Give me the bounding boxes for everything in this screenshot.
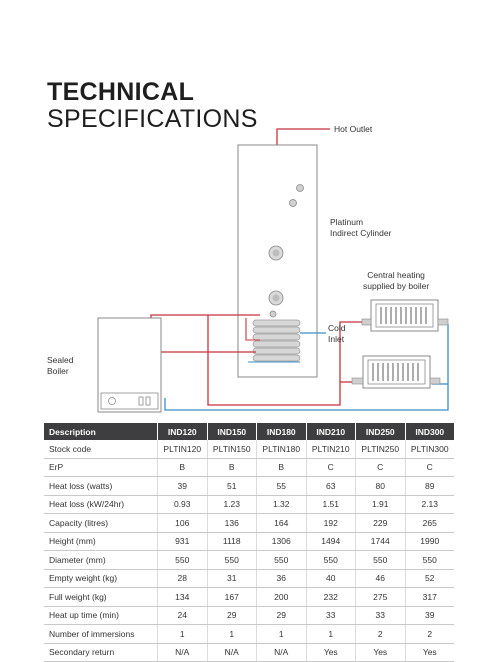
table-row <box>44 514 454 533</box>
table-cell: Yes <box>405 643 454 662</box>
table-row <box>44 458 454 477</box>
central-heating-label <box>363 270 429 291</box>
table-cell: C <box>356 458 406 477</box>
table-cell: 24 <box>158 606 208 625</box>
table-cell: B <box>207 458 257 477</box>
table-cell: Yes <box>356 643 406 662</box>
cylinder-label-line1: Platinum <box>330 217 364 227</box>
fitting-1 <box>297 185 304 192</box>
table-cell: 89 <box>405 477 454 496</box>
table-cell: 1.91 <box>356 495 406 514</box>
table-cell: 46 <box>356 569 406 588</box>
table-cell: 31 <box>207 569 257 588</box>
table-cell: B <box>158 458 208 477</box>
table-cell: PLTIN300 <box>405 440 454 458</box>
table-cell: N/A <box>207 643 257 662</box>
table-cell: 229 <box>356 514 406 533</box>
table-cell: 39 <box>405 606 454 625</box>
table-cell: 550 <box>306 551 356 570</box>
table-cell: PLTIN250 <box>356 440 406 458</box>
cylinder-label <box>330 217 391 238</box>
table-cell: 1 <box>257 625 307 644</box>
table-cell: 52 <box>405 569 454 588</box>
sealed-boiler-label <box>47 355 73 376</box>
boiler-label-line1: Sealed <box>47 355 74 365</box>
table-cell: 550 <box>158 551 208 570</box>
table-cell: B <box>257 458 307 477</box>
table-row <box>44 625 454 644</box>
table-cell: Yes <box>306 643 356 662</box>
table-cell: 33 <box>306 606 356 625</box>
header-ind150: IND150 <box>207 423 257 440</box>
table-cell: 1 <box>158 625 208 644</box>
boiler-label-line2: Boiler <box>47 365 69 376</box>
table-cell: C <box>405 458 454 477</box>
table-cell: 164 <box>257 514 307 533</box>
cold-label-line2: Inlet <box>328 333 345 344</box>
row-label: Number of immersions <box>44 625 158 644</box>
row-label: Secondary return <box>44 643 158 662</box>
table-cell: 931 <box>158 532 208 551</box>
table-cell: 1990 <box>405 532 454 551</box>
table-cell: 28 <box>158 569 208 588</box>
table-cell: 1118 <box>207 532 257 551</box>
fitting-2 <box>290 200 297 207</box>
table-cell: 1306 <box>257 532 307 551</box>
table-row <box>44 606 454 625</box>
table-cell: 40 <box>306 569 356 588</box>
specifications-table <box>44 423 454 662</box>
table-cell: 1.32 <box>257 495 307 514</box>
table-cell: N/A <box>257 643 307 662</box>
table-body <box>44 440 454 662</box>
hot-outlet-label: Hot Outlet <box>334 124 373 134</box>
table-row <box>44 495 454 514</box>
table-cell: 1 <box>207 625 257 644</box>
table-row <box>44 477 454 496</box>
table-cell: 36 <box>257 569 307 588</box>
radiator-upper <box>362 300 448 331</box>
radiator-lower <box>352 356 440 388</box>
header-ind300: IND300 <box>405 423 454 440</box>
table-cell: PLTIN210 <box>306 440 356 458</box>
cylinder-label-line2: Indirect Cylinder <box>330 227 392 238</box>
table-cell: 33 <box>356 606 406 625</box>
row-label: Heat loss (watts) <box>44 477 158 496</box>
table-cell: 167 <box>207 588 257 607</box>
table-cell: 106 <box>158 514 208 533</box>
table-cell: 1.51 <box>306 495 356 514</box>
table-cell: PLTIN150 <box>207 440 257 458</box>
table-cell: 265 <box>405 514 454 533</box>
row-label: Empty weight (kg) <box>44 569 158 588</box>
immersion-top-inner <box>273 250 280 257</box>
sealed-boiler <box>98 318 161 412</box>
table-header-row <box>44 423 454 440</box>
table-cell: 51 <box>207 477 257 496</box>
header-ind210: IND210 <box>306 423 356 440</box>
row-label: Heat up time (min) <box>44 606 158 625</box>
table-cell: 80 <box>356 477 406 496</box>
table-cell: 134 <box>158 588 208 607</box>
table-cell: N/A <box>158 643 208 662</box>
table-cell: 550 <box>405 551 454 570</box>
fitting-3 <box>270 311 276 317</box>
row-label: Stock code <box>44 440 158 458</box>
table-row <box>44 532 454 551</box>
table-cell: PLTIN120 <box>158 440 208 458</box>
hot-outlet-pipe <box>277 129 330 145</box>
title-line-1: TECHNICAL <box>47 78 195 106</box>
table-cell: 136 <box>207 514 257 533</box>
header-description: Description <box>44 423 158 440</box>
central-label-line1: Central heating <box>367 270 425 280</box>
table-cell: 550 <box>207 551 257 570</box>
table-row <box>44 440 454 458</box>
row-label: Height (mm) <box>44 532 158 551</box>
title-line-2: SPECIFICATIONS <box>47 105 258 133</box>
row-label: Capacity (litres) <box>44 514 158 533</box>
table-cell: 192 <box>306 514 356 533</box>
table-cell: 1744 <box>356 532 406 551</box>
cold-inlet-label <box>328 323 345 344</box>
row-label: Heat loss (kW/24hr) <box>44 495 158 514</box>
table-cell: 29 <box>257 606 307 625</box>
table-cell: 39 <box>158 477 208 496</box>
table-cell: 29 <box>207 606 257 625</box>
table-cell: 2 <box>356 625 406 644</box>
table-cell: 1.23 <box>207 495 257 514</box>
row-label: Full weight (kg) <box>44 588 158 607</box>
row-label: ErP <box>44 458 158 477</box>
table-cell: 1 <box>306 625 356 644</box>
table-cell: 0.93 <box>158 495 208 514</box>
header-ind250: IND250 <box>356 423 406 440</box>
table-cell: 1494 <box>306 532 356 551</box>
header-ind120: IND120 <box>158 423 208 440</box>
table-cell: 550 <box>356 551 406 570</box>
table-row <box>44 643 454 662</box>
table-cell: 232 <box>306 588 356 607</box>
table-cell: 275 <box>356 588 406 607</box>
table-row <box>44 551 454 570</box>
central-label-line2: supplied by boiler <box>363 280 430 291</box>
table-cell: PLTIN180 <box>257 440 307 458</box>
table-row <box>44 588 454 607</box>
table-cell: 317 <box>405 588 454 607</box>
table-cell: 55 <box>257 477 307 496</box>
table-row <box>44 569 454 588</box>
table-cell: 550 <box>257 551 307 570</box>
table-cell: 2.13 <box>405 495 454 514</box>
row-label: Diameter (mm) <box>44 551 158 570</box>
immersion-lower-inner <box>273 295 280 302</box>
table-cell: 2 <box>405 625 454 644</box>
table-cell: 63 <box>306 477 356 496</box>
table-cell: C <box>306 458 356 477</box>
cold-label-line1: Cold <box>328 323 346 333</box>
table-cell: 200 <box>257 588 307 607</box>
header-ind180: IND180 <box>257 423 307 440</box>
